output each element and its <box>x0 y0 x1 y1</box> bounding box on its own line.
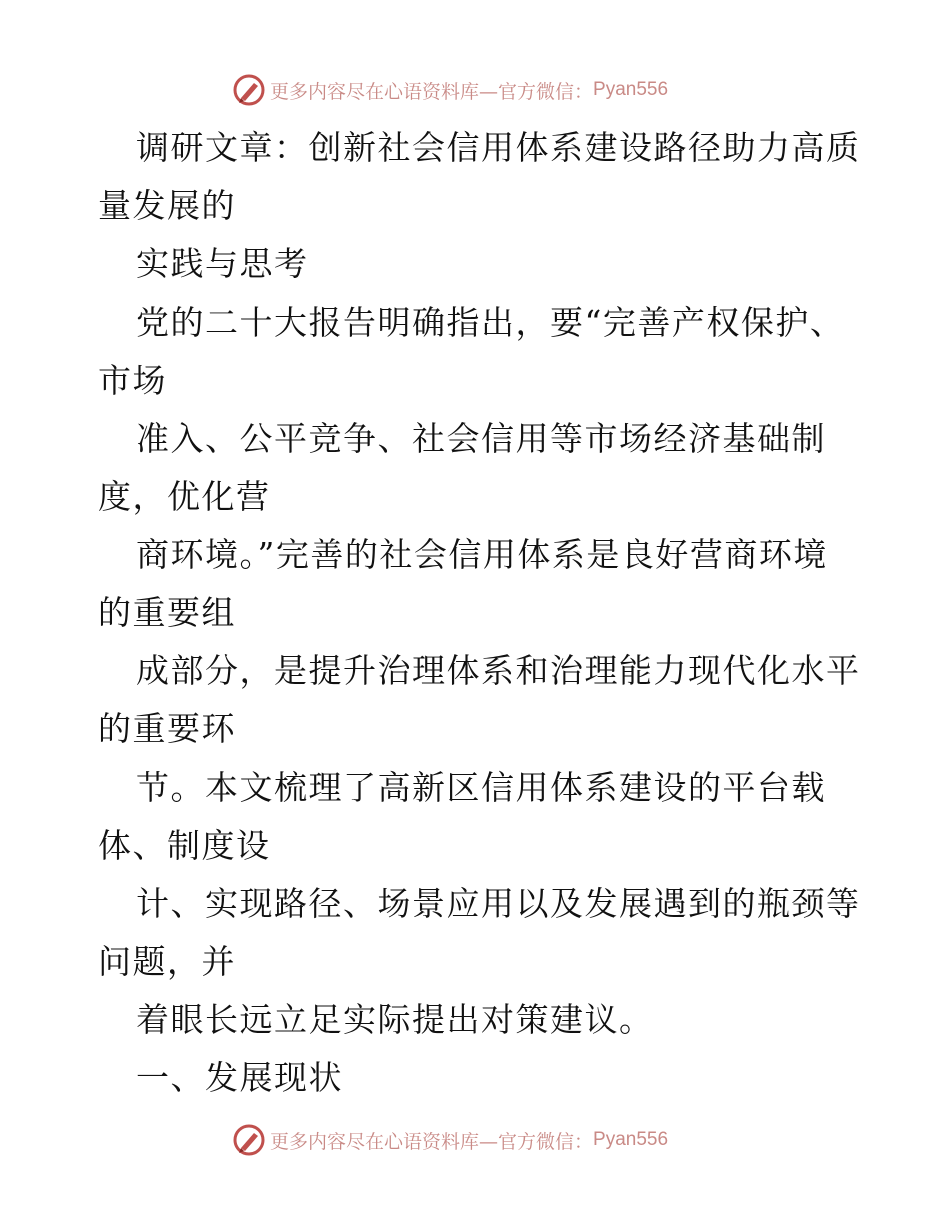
paragraph-line: 问题，并 <box>98 942 236 981</box>
wechat-id: Pyan556 <box>593 1129 669 1150</box>
pen-logo-icon <box>232 73 266 107</box>
wechat-id: Pyan556 <box>593 79 669 100</box>
section-heading: 一、发展现状 <box>136 1058 343 1097</box>
paragraph-line: 党的二十大报告明确指出，要“完善产权保护、 <box>136 303 845 342</box>
paragraph-line: 度，优化营 <box>98 477 271 516</box>
header-banner <box>232 72 668 108</box>
paragraph-line: 的重要环 <box>98 709 236 748</box>
subtitle-line: 实践与思考 <box>136 244 309 283</box>
paragraph-line: 商环境。”完善的社会信用体系是良好营商环境 <box>136 535 828 574</box>
pen-logo-icon <box>232 1123 266 1157</box>
paragraph-line: 体、制度设 <box>98 826 271 865</box>
paragraph-line: 计、实现路径、场景应用以及发展遇到的瓶颈等 <box>136 884 861 923</box>
paragraph-line: 的重要组 <box>98 593 236 632</box>
banner-text: 更多内容尽在心语资料库—官方微信： <box>270 80 594 103</box>
paragraph-line: 市场 <box>98 361 167 400</box>
title-line: 调研文章：创新社会信用体系建设路径助力高质 <box>136 128 861 167</box>
paragraph-line: 着眼长远立足实际提出对策建议。 <box>136 1000 654 1039</box>
banner-text: 更多内容尽在心语资料库—官方微信： <box>270 1130 594 1153</box>
footer-banner <box>232 1122 668 1158</box>
paragraph-line: 准入、公平竞争、社会信用等市场经济基础制 <box>136 419 826 458</box>
title-line: 量发展的 <box>98 186 236 225</box>
paragraph-line: 成部分，是提升治理体系和治理能力现代化水平 <box>136 651 861 690</box>
paragraph-line: 节。本文梳理了高新区信用体系建设的平台载 <box>136 768 826 807</box>
